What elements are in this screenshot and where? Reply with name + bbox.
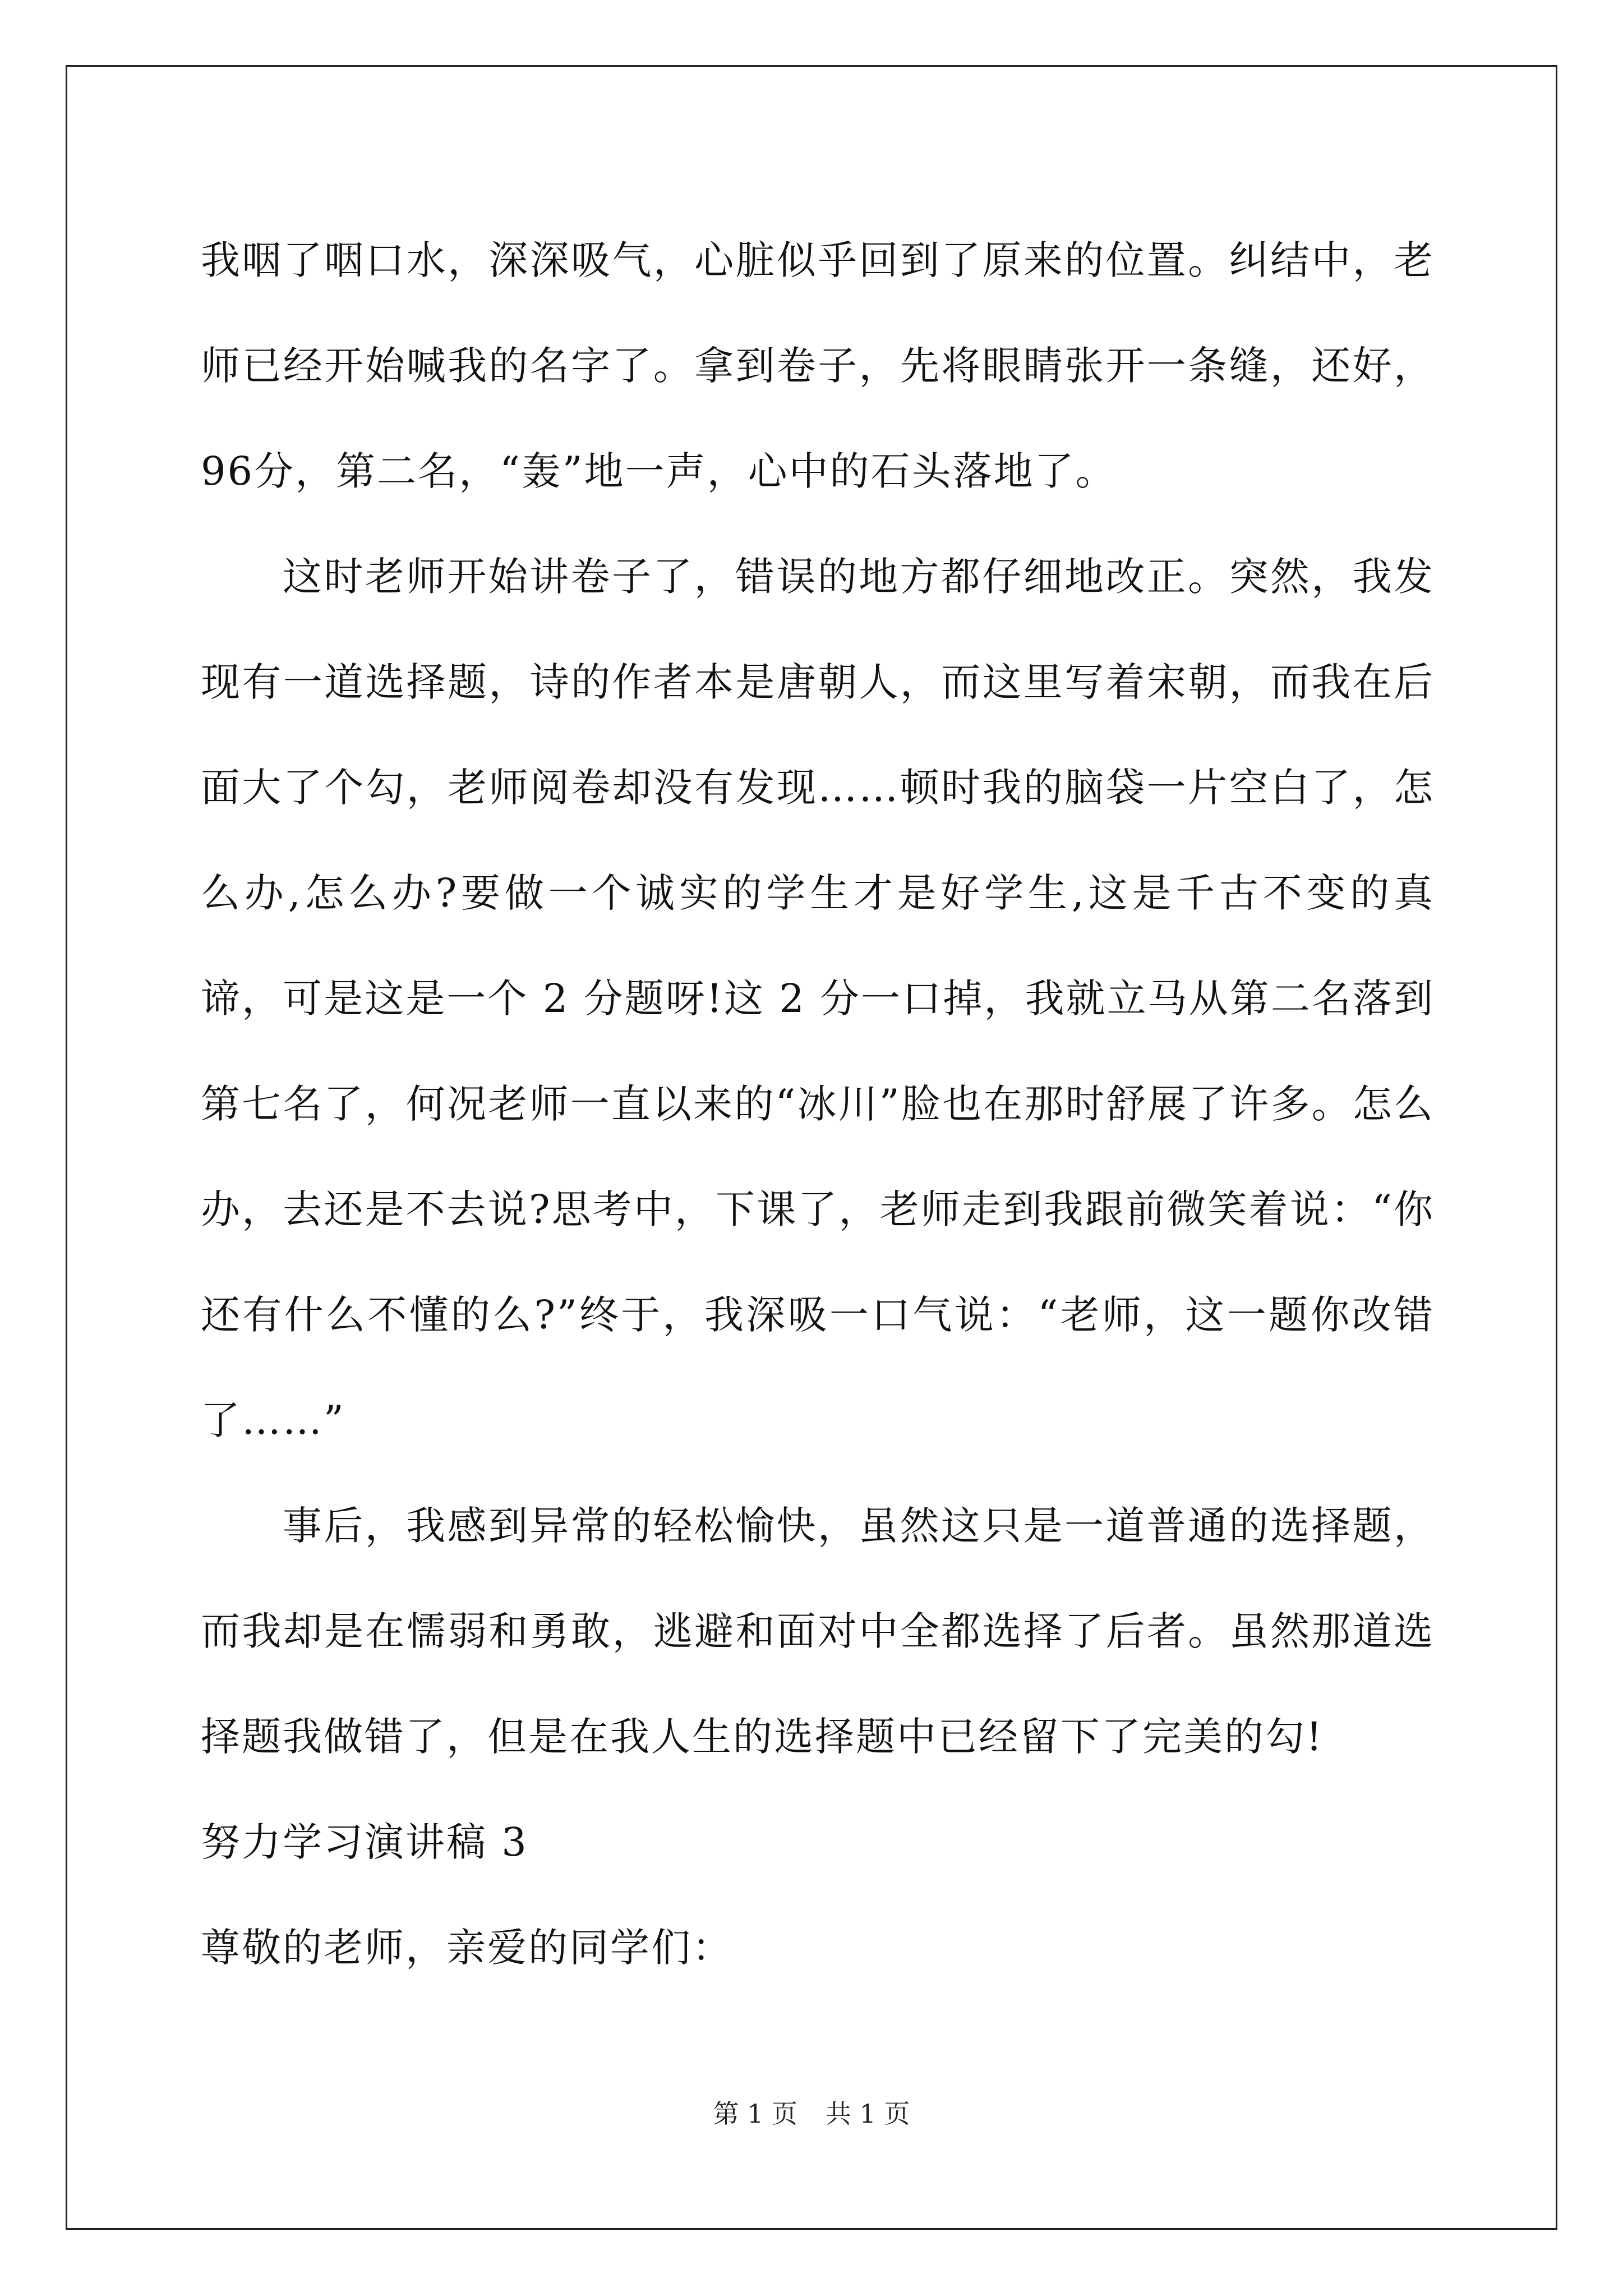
page-footer [0,2097,1623,2131]
document-body [201,208,1435,2000]
paragraph-3: 事后，我感到异常的轻松愉快，虽然这只是一道普通的选择题，而我却是在懦弱和勇敢，逃避和面对中全都选择了后者。虽然那道选择题我做错了，但是在我人生的选择题中已经留下了完美的勾! [201,1503,1435,1760]
page-total: 共 1 页 [826,2099,910,2129]
salutation: 尊敬的老师，亲爱的同学们： [201,1925,733,1971]
paragraph-2: 这时老师开始讲卷子了，错误的地方都仔细地改正。突然，我发现有一道选择题，诗的作者本是唐朝人，而这里写着宋朝，而我在后面大了个勾，老师阅卷却没有发现……顿时我的脑袋一片空白了，怎么办,怎么办?要做一个诚实的学生才是好学生,这是千古不变的真谛，可是这是一个 2 分题呀!这 2 分一口掉，我就立马从第二名落到第七名了，何况老师一直以来的“冰川”脸也在那时舒展了许多。怎么办，去还是不去说?思考中，下课了，老师走到我跟前微笑着说：“你还有什么不懂的么?”终于，我深吸一口气说：“老师，这一题你改错了……” [201,554,1435,1443]
section-heading: 努力学习演讲稿 3 [201,1819,528,1865]
page-number: 第 1 页 [713,2099,797,2129]
paragraph-1: 我咽了咽口水，深深吸气，心脏似乎回到了原来的位置。纠结中，老师已经开始喊我的名字了。拿到卷子，先将眼睛张开一条缝，还好，96分，第二名，“轰”地一声，心中的石头落地了。 [201,237,1435,494]
